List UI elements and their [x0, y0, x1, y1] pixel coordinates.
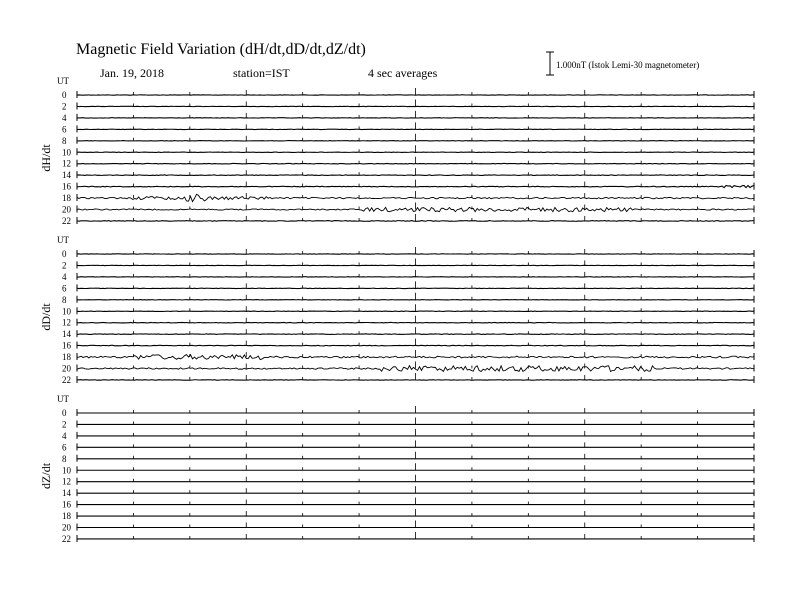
trace-row	[62, 486, 754, 498]
row-ut-label: 8	[62, 135, 67, 146]
row-ut-label: 20	[62, 363, 71, 374]
row-ut-label: 14	[62, 329, 71, 340]
row-ut-label: 22	[62, 215, 71, 226]
row-ut-label: 8	[62, 294, 67, 305]
scale-bar	[546, 52, 699, 75]
row-ut-label: 20	[62, 522, 71, 533]
trace-row	[62, 339, 754, 351]
trace-row	[62, 145, 754, 157]
row-ut-label: 0	[62, 408, 67, 418]
scale-bar-label: 1.000nT (Istok Lemi-30 magnetometer)	[556, 60, 700, 70]
row-ut-label: 8	[62, 453, 67, 464]
panels	[39, 76, 754, 544]
trace-row	[62, 362, 754, 374]
trace-row	[62, 88, 754, 100]
row-ut-label: 2	[62, 419, 67, 430]
panel-ylabel: dZ/dt	[39, 462, 53, 489]
row-ut-label: 18	[62, 352, 71, 363]
trace-row	[62, 406, 754, 418]
row-ut-label: 18	[62, 193, 71, 204]
row-ut-label: 12	[62, 317, 71, 328]
trace-row	[62, 270, 754, 282]
row-ut-label: 12	[62, 158, 71, 169]
trace-row	[62, 180, 754, 192]
trace-row	[62, 429, 754, 441]
trace-row	[62, 122, 754, 134]
chart-averaging: 4 sec averages	[368, 66, 438, 80]
row-ut-label: 0	[62, 90, 67, 100]
panel-dhdt	[39, 76, 754, 226]
trace-line	[77, 322, 754, 323]
row-ut-label: 10	[62, 147, 71, 158]
trace-row	[62, 258, 754, 270]
panel-dddt	[39, 235, 754, 385]
trace-row	[62, 99, 754, 111]
chart-date: Jan. 19, 2018	[100, 66, 164, 80]
trace-row	[62, 111, 754, 123]
row-ut-label: 10	[62, 465, 71, 476]
trace-row	[62, 247, 754, 259]
row-ut-label: 4	[62, 430, 67, 441]
trace-row	[62, 452, 754, 464]
ut-label: UT	[57, 76, 69, 86]
trace-row	[62, 417, 754, 429]
row-ut-label: 20	[62, 204, 71, 215]
row-ut-label: 16	[62, 340, 71, 351]
row-ut-label: 16	[62, 181, 71, 192]
trace-row	[62, 532, 754, 544]
trace-row	[62, 203, 754, 215]
row-ut-label: 2	[62, 260, 67, 271]
ut-label: UT	[57, 394, 69, 404]
trace-row	[62, 157, 754, 169]
trace-row	[62, 350, 754, 362]
row-ut-label: 6	[62, 283, 67, 294]
trace-row	[62, 214, 754, 226]
row-ut-label: 6	[62, 124, 67, 135]
chart-title: Magnetic Field Variation (dH/dt,dD/dt,dZ/dt)	[76, 41, 366, 58]
row-ut-label: 18	[62, 511, 71, 522]
trace-row	[62, 281, 754, 293]
row-ut-label: 12	[62, 476, 71, 487]
panel-dzdt	[39, 394, 754, 544]
trace-row	[62, 304, 754, 316]
trace-row	[62, 440, 754, 452]
row-ut-label: 14	[62, 488, 71, 499]
trace-line	[77, 380, 754, 381]
row-ut-label: 4	[62, 112, 67, 123]
trace-row	[62, 168, 754, 180]
row-ut-label: 4	[62, 271, 67, 282]
trace-row	[62, 463, 754, 475]
row-ut-label: 22	[62, 374, 71, 385]
trace-row	[62, 316, 754, 328]
trace-line	[77, 334, 754, 335]
row-ut-label: 2	[62, 101, 67, 112]
row-ut-label: 6	[62, 442, 67, 453]
trace-row	[62, 475, 754, 487]
row-ut-label: 10	[62, 306, 71, 317]
ut-label: UT	[57, 235, 69, 245]
trace-row	[62, 521, 754, 533]
chart-station: station=IST	[233, 66, 290, 80]
trace-row	[62, 327, 754, 339]
panel-ylabel: dD/dt	[39, 303, 53, 331]
row-ut-label: 22	[62, 533, 71, 544]
trace-line	[77, 175, 754, 176]
trace-line	[77, 345, 754, 346]
trace-row	[62, 134, 754, 146]
trace-row	[62, 293, 754, 305]
trace-line	[77, 163, 754, 164]
trace-row	[62, 191, 754, 203]
trace-row	[62, 498, 754, 510]
row-ut-label: 14	[62, 170, 71, 181]
trace-row	[62, 509, 754, 521]
panel-ylabel: dH/dt	[39, 144, 53, 172]
row-ut-label: 16	[62, 499, 71, 510]
trace-row	[62, 373, 754, 385]
row-ut-label: 0	[62, 249, 67, 259]
